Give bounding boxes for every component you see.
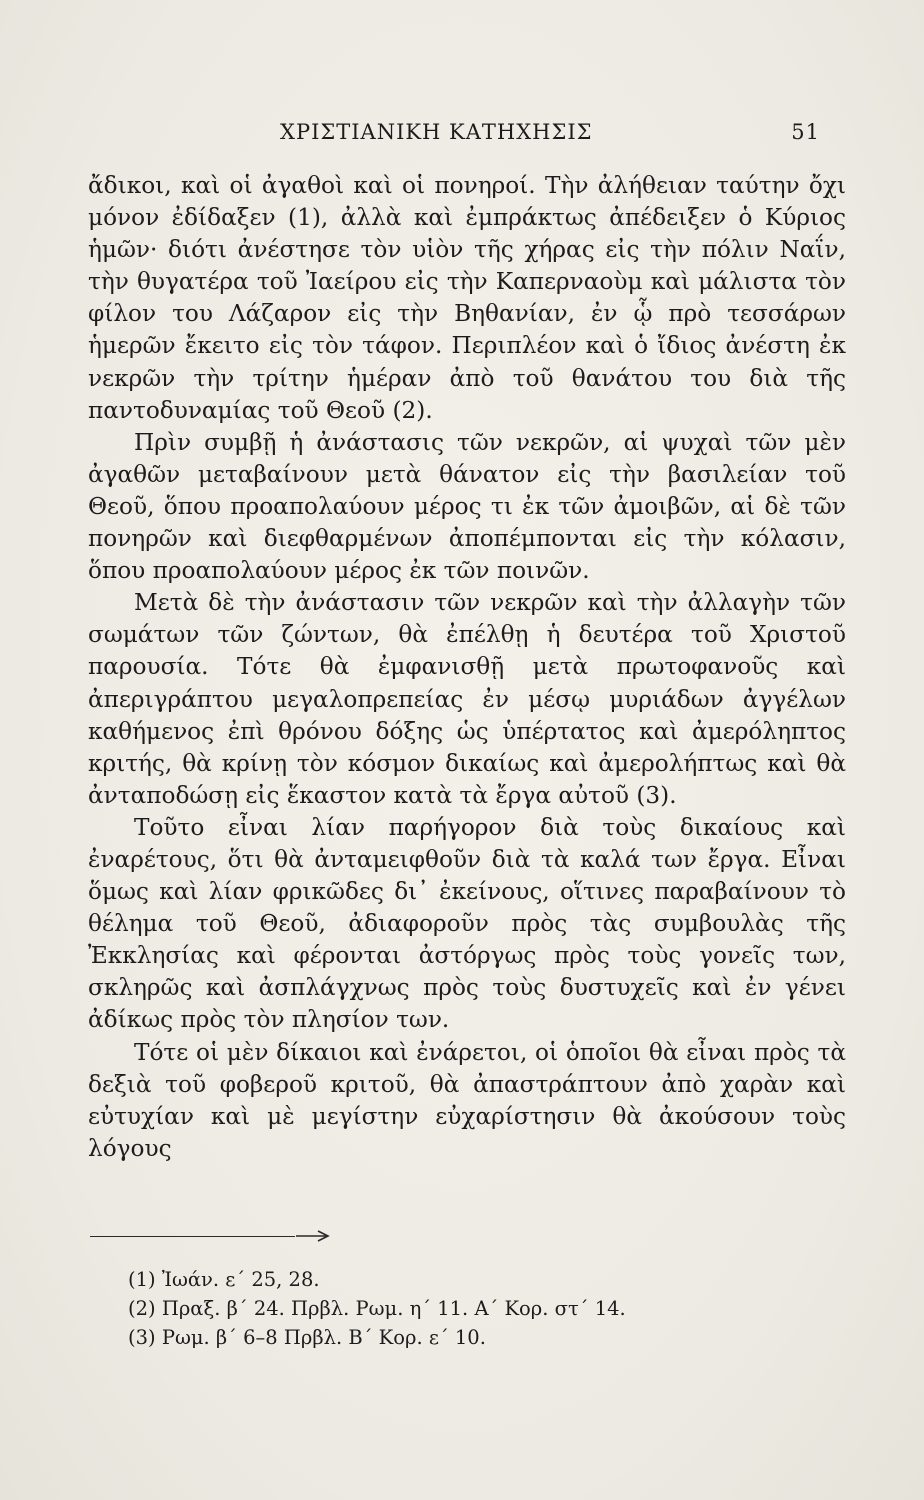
footnote-2: (2) Πραξ. β΄ 24. Πρβλ. Ρωμ. η΄ 11. Α΄ Κορ. στ΄ 14. xyxy=(128,1297,626,1320)
paragraph-2: Πρὶν συμβῇ ἡ ἀνάστασις τῶν νεκρῶν, αἱ ψυχαὶ τῶν μὲν ἀγαθῶν μεταβαίνουν μετὰ θάνατον εἰς τὴν βασιλείαν τοῦ Θεοῦ, ὅπου προαπολαύουν μέρος τι ἐκ τῶν ἀμοιβῶν, αἱ δὲ τῶν πονηρῶν καὶ διεφθαρμένων ἀποπέμπονται εἰς τὴν κόλασιν, ὅπου προαπολαύουν μέρος ἐκ τῶν ποινῶν. xyxy=(88,428,846,585)
paragraph-5: Τότε οἱ μὲν δίκαιοι καὶ ἐνάρετοι, οἱ ὁποῖοι θὰ εἶναι πρὸς τὰ δεξιὰ τοῦ φοβεροῦ κριτοῦ, θὰ ἀπαστράπτουν ἀπὸ χαρὰν καὶ εὐτυχίαν καὶ μὲ μεγίστην εὐχαρίστησιν θὰ ἀκούσουν τοὺς λόγους xyxy=(88,1038,846,1162)
paragraph-3: Μετὰ δὲ τὴν ἀνάστασιν τῶν νεκρῶν καὶ τὴν ἀλλαγὴν τῶν σωμάτων τῶν ζώντων, θὰ ἐπέλθῃ ἡ δευτέρα τοῦ Χριστοῦ παρουσία. Τότε θὰ ἐμφανισθῇ μετὰ πρωτοφανοῦς καὶ ἀπεριγράπτου μεγαλοπρεπείας ἐν μέσῳ μυριάδων ἀγγέλων καθήμενος ἐπὶ θρόνου δόξης ὡς ὑπέρτατος καὶ ἀμερόληπτος κριτής, θὰ κρίνῃ τὸν κόσμον δικαίως καὶ ἀμερολήπτως καὶ θὰ ἀνταποδώσῃ εἰς ἕκαστον κατὰ τὰ ἔργα αὐτοῦ (3). xyxy=(88,589,846,809)
footnote-1: (1) Ἰωάν. ε΄ 25, 28. xyxy=(128,1268,320,1291)
footnote-rule xyxy=(90,1236,295,1237)
footnote-rule-arrow-icon xyxy=(296,1228,336,1244)
footnotes xyxy=(128,1265,778,1352)
page-number: 51 xyxy=(791,120,820,144)
main-text xyxy=(88,170,846,1165)
paragraph-1: ἄδικοι, καὶ οἱ ἀγαθοὶ καὶ οἱ πονηροί. Τὴν ἀλήθειαν ταύτην ὄχι μόνον ἐδίδαξεν (1), ἀλλὰ καὶ ἐμπράκτως ἀπέδειξεν ὁ Κύριος ἡμῶν· διότι ἀνέστησε τὸν υἱὸν τῆς χήρας εἰς τὴν πόλιν Ναΐν, τὴν θυγατέρα τοῦ Ἰαείρου εἰς τὴν Καπερναοὺμ καὶ μάλιστα τὸν φίλον του Λάζαρον εἰς τὴν Βηθανίαν, ἐν ᾧ πρὸ τεσσάρων ἡμερῶν ἔκειτο εἰς τὸν τάφον. Περιπλέον καὶ ὁ ἴδιος ἀνέστη ἐκ νεκρῶν τὴν τρίτην ἡμέραν ἀπὸ τοῦ θανάτου του διὰ τῆς παντοδυναμίας τοῦ Θεοῦ (2). xyxy=(88,172,846,424)
footnote-3: (3) Ρωμ. β΄ 6–8 Πρβλ. Β΄ Κορ. ε΄ 10. xyxy=(128,1326,486,1349)
running-title: ΧΡΙΣΤΙΑΝΙΚΗ ΚΑΤΗΧΗΣΙΣ xyxy=(280,120,593,144)
running-header xyxy=(280,120,820,150)
paragraph-4: Τοῦτο εἶναι λίαν παρήγορον διὰ τοὺς δικαίους καὶ ἐναρέτους, ὅτι θὰ ἀνταμειφθοῦν διὰ τὰ καλά των ἔργα. Εἶναι ὅμως καὶ λίαν φρικῶδες δι᾽ ἐκείνους, οἵτινες παραβαίνουν τὸ θέλημα τοῦ Θεοῦ, ἀδιαφοροῦν πρὸς τὰς συμβουλὰς τῆς Ἐκκλησίας καὶ φέρονται ἀστόργως πρὸς τοὺς γονεῖς των, σκληρῶς καὶ ἀσπλάγχνως πρὸς τοὺς δυστυχεῖς καὶ ἐν γένει ἀδίκως πρὸς τὸν πλησίον των. xyxy=(88,813,846,1034)
